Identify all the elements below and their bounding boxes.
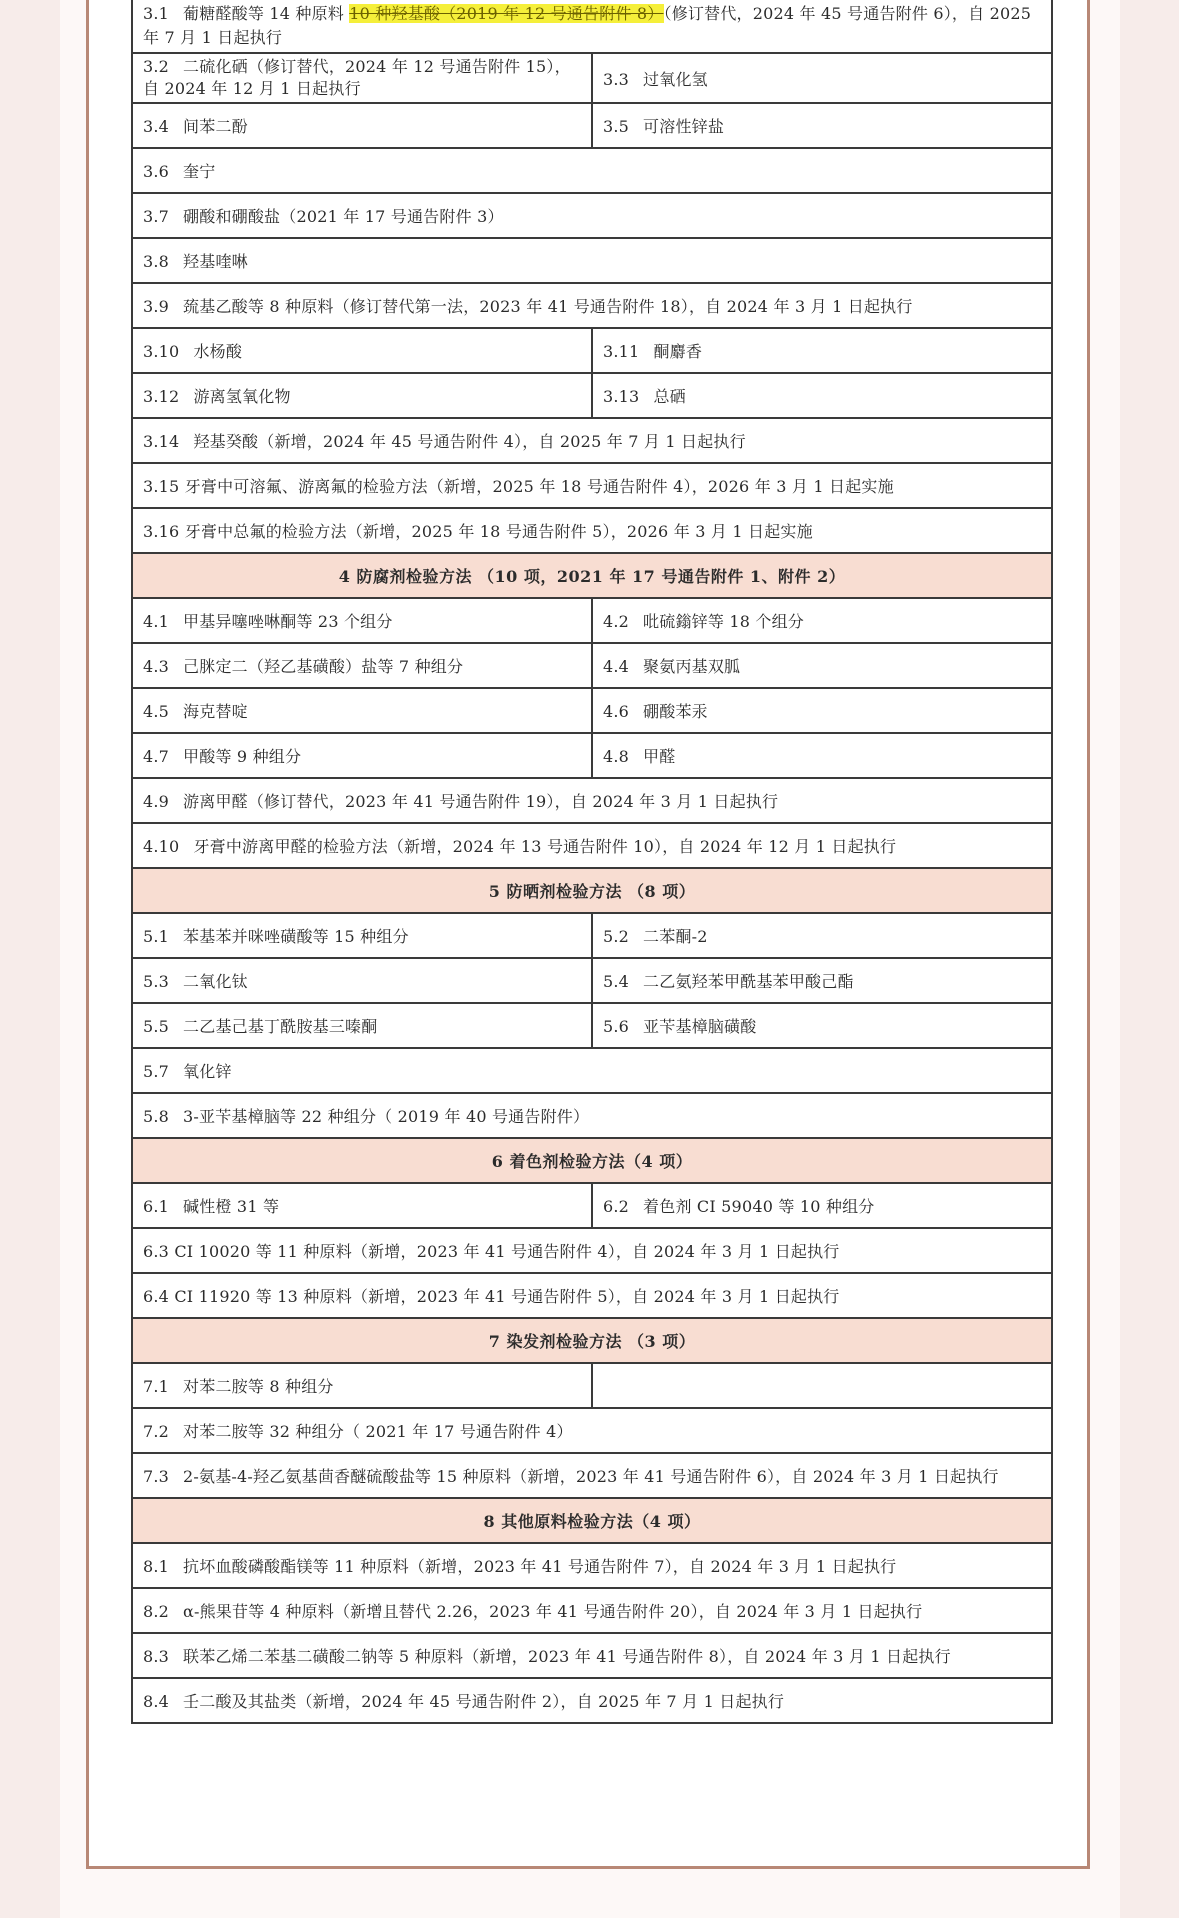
- item-number: 5.2: [603, 927, 630, 946]
- table-cell: [132, 1588, 1052, 1633]
- table-cell: [132, 103, 592, 148]
- item-number: 6.1: [143, 1197, 170, 1216]
- item-text: 对苯二胺等 32 种组分（ 2021 年 17 号通告附件 4）: [183, 1422, 573, 1441]
- table-cell: [132, 823, 1052, 868]
- item-text: 水杨酸: [193, 342, 243, 361]
- item-number: 5.6: [603, 1017, 630, 1036]
- inspection-methods-table: [131, 0, 1053, 1724]
- item-text: 着色剂 CI 59040 等 10 种组分: [643, 1197, 875, 1216]
- table-cell: [132, 1453, 1052, 1498]
- item-number: 4.6: [603, 702, 630, 721]
- section-header-row: [132, 553, 1052, 598]
- item-text: 巯基乙酸等 8 种原料（修订替代第一法，2023 年 41 号通告附件 18），自 2024 年 3 月 1 日起执行: [183, 297, 913, 316]
- table-cell: 3.15 牙膏中可溶氟、游离氟的检验方法（新增，2025 年 18 号通告附件 4），2026 年 3 月 1 日起实施: [132, 463, 1052, 508]
- table-cell: [132, 1633, 1052, 1678]
- table-row: [132, 418, 1052, 463]
- table-row: [132, 1363, 1052, 1408]
- section-heading: 4 防腐剂检验方法 （10 项，2021 年 17 号通告附件 1、附件 2）: [132, 553, 1052, 598]
- table-row: [132, 1633, 1052, 1678]
- table-row: [132, 1183, 1052, 1228]
- item-number: 5.3: [143, 972, 170, 991]
- table-row: [132, 733, 1052, 778]
- item-number: 3.6: [143, 162, 170, 181]
- item-number: 7.1: [143, 1377, 170, 1396]
- table-cell: [132, 1408, 1052, 1453]
- section-heading: 6 着色剂检验方法（4 项）: [132, 1138, 1052, 1183]
- item-text: 游离氢氧化物: [193, 387, 291, 406]
- section-header-row: [132, 868, 1052, 913]
- empty-cell: [592, 1363, 1052, 1408]
- table-cell: [132, 688, 592, 733]
- item-text: 苯基苯并咪唑磺酸等 15 种组分: [183, 927, 409, 946]
- item-text: 2-氨基-4-羟乙氨基茴香醚硫酸盐等 15 种原料（新增，2023 年 41 号通告附件 6），自 2024 年 3 月 1 日起执行: [183, 1467, 999, 1486]
- table-row: [132, 508, 1052, 553]
- item-number: 3.7: [143, 207, 170, 226]
- section-header-row: [132, 1318, 1052, 1363]
- item-text: 酮麝香: [653, 342, 703, 361]
- table-cell: [132, 733, 592, 778]
- item-number: 4.5: [143, 702, 170, 721]
- item-text: 壬二酸及其盐类（新增，2024 年 45 号通告附件 2），自 2025 年 7 月 1 日起执行: [183, 1692, 785, 1711]
- table-row: [132, 1543, 1052, 1588]
- table-cell: [132, 283, 1052, 328]
- item-text: 过氧化氢: [643, 69, 708, 89]
- page-margin-right: [1119, 0, 1179, 1918]
- item-text: 联苯乙烯二苯基二磺酸二钠等 5 种原料（新增，2023 年 41 号通告附件 8），自 2024 年 3 月 1 日起执行: [183, 1647, 951, 1666]
- item-text: 二氧化钛: [183, 972, 248, 991]
- item-text: 对苯二胺等 8 种组分: [183, 1377, 334, 1396]
- item-text: 奎宁: [183, 162, 216, 181]
- table-cell: [132, 643, 592, 688]
- table-cell: [132, 418, 1052, 463]
- table-cell: [132, 1363, 592, 1408]
- item-text: 硼酸和硼酸盐（2021 年 17 号通告附件 3）: [183, 207, 504, 226]
- item-text: 葡糖醛酸等 14 种原料: [183, 4, 350, 23]
- table-cell: [592, 913, 1052, 958]
- item-number: 3.11: [603, 342, 640, 361]
- item-text: 游离甲醛（修订替代，2023 年 41 号通告附件 19），自 2024 年 3 月 1 日起执行: [183, 792, 779, 811]
- table-cell: 3.16 牙膏中总氟的检验方法（新增，2025 年 18 号通告附件 5），2026 年 3 月 1 日起实施: [132, 508, 1052, 553]
- item-text: 牙膏中游离甲醛的检验方法（新增，2024 年 13 号通告附件 10），自 2024 年 12 月 1 日起执行: [193, 837, 897, 856]
- item-text: 亚苄基樟脑磺酸: [643, 1017, 757, 1036]
- table-row: [132, 1003, 1052, 1048]
- item-number: 3.2: [143, 57, 170, 76]
- item-text: 羟基癸酸（新增，2024 年 45 号通告附件 4），自 2025 年 7 月 1 日起执行: [193, 432, 746, 451]
- table-cell: [592, 1003, 1052, 1048]
- table-row: [132, 238, 1052, 283]
- item-text: 间苯二酚: [183, 117, 248, 136]
- item-text: 己脒定二（羟乙基磺酸）盐等 7 种组分: [183, 657, 464, 676]
- table-row: [132, 1273, 1052, 1318]
- item-number: 4.1: [143, 612, 170, 631]
- table-row: [132, 283, 1052, 328]
- table-row: [132, 373, 1052, 418]
- struck-highlighted-text: 10 种羟基酸（2019 年 12 号通告附件 8）: [349, 4, 664, 23]
- table-cell: 6.3 CI 10020 等 11 种原料（新增，2023 年 41 号通告附件 4），自 2024 年 3 月 1 日起执行: [132, 1228, 1052, 1273]
- table-row: [132, 53, 1052, 103]
- table-cell: [592, 598, 1052, 643]
- table-cell: [592, 103, 1052, 148]
- item-number: 8.1: [143, 1557, 170, 1576]
- item-text: 抗坏血酸磷酸酯镁等 11 种原料（新增，2023 年 41 号通告附件 7），自 2024 年 3 月 1 日起执行: [183, 1557, 897, 1576]
- table-row: [132, 1408, 1052, 1453]
- item-number: 4.8: [603, 747, 630, 766]
- section-header-row: [132, 1498, 1052, 1543]
- table-row: [132, 1048, 1052, 1093]
- item-number: 3.1: [143, 4, 170, 23]
- item-number: 3.3: [603, 69, 630, 89]
- item-number: 4.7: [143, 747, 170, 766]
- item-number: 3.13: [603, 387, 640, 406]
- section-heading: 7 染发剂检验方法 （3 项）: [132, 1318, 1052, 1363]
- table-cell: [132, 328, 592, 373]
- table-row: [132, 778, 1052, 823]
- table-cell: [132, 53, 592, 103]
- item-text: 海克替啶: [183, 702, 248, 721]
- item-number: 5.5: [143, 1017, 170, 1036]
- item-text: 二苯酮-2: [643, 927, 708, 946]
- table-cell: [592, 688, 1052, 733]
- item-text: 3-亚苄基樟脑等 22 种组分（ 2019 年 40 号通告附件）: [183, 1107, 590, 1126]
- table-cell: [592, 53, 1052, 103]
- table-row: [132, 328, 1052, 373]
- table-cell: [132, 1543, 1052, 1588]
- table-cell: [132, 598, 592, 643]
- table-row: [132, 598, 1052, 643]
- table-row: [132, 643, 1052, 688]
- item-number: 4.2: [603, 612, 630, 631]
- table-cell: [592, 328, 1052, 373]
- item-text: 聚氨丙基双胍: [643, 657, 741, 676]
- table-cell: [132, 193, 1052, 238]
- item-number: 3.10: [143, 342, 180, 361]
- item-text: 总硒: [653, 387, 686, 406]
- table-row: [132, 823, 1052, 868]
- section-heading: 5 防晒剂检验方法 （8 项）: [132, 868, 1052, 913]
- item-text: 二乙氨羟苯甲酰基苯甲酸己酯: [643, 972, 854, 991]
- table-row: [132, 0, 1052, 53]
- table-row: [132, 193, 1052, 238]
- item-text: （修订替代，2024 年 45 号通告附件 6），自 2025 年 7 月 1 日起执行: [143, 4, 1032, 47]
- item-text: 碱性橙 31 等: [183, 1197, 280, 1216]
- item-number: 4.10: [143, 837, 180, 856]
- item-number: 8.3: [143, 1647, 170, 1666]
- item-text: 二硫化硒（修订替代，2024 年 12 号通告附件 15），自 2024 年 12 月 1 日起执行: [143, 57, 571, 98]
- table-cell: [132, 1183, 592, 1228]
- item-text: 甲醛: [643, 747, 676, 766]
- section-heading: 8 其他原料检验方法（4 项）: [132, 1498, 1052, 1543]
- table-row: [132, 1678, 1052, 1723]
- item-text: α-熊果苷等 4 种原料（新增且替代 2.26，2023 年 41 号通告附件 20），自 2024 年 3 月 1 日起执行: [183, 1602, 923, 1621]
- item-text: 二乙基己基丁酰胺基三嗪酮: [183, 1017, 378, 1036]
- table-row: [132, 103, 1052, 148]
- item-number: 8.2: [143, 1602, 170, 1621]
- table-row: [132, 1228, 1052, 1273]
- item-number: 5.4: [603, 972, 630, 991]
- table-cell: [132, 0, 1052, 53]
- table-cell: [132, 238, 1052, 283]
- table-cell: [132, 1678, 1052, 1723]
- table-cell: [132, 778, 1052, 823]
- page-margin-left: [0, 0, 60, 1918]
- item-number: 6.2: [603, 1197, 630, 1216]
- table-row: [132, 913, 1052, 958]
- item-text: 氧化锌: [183, 1062, 232, 1081]
- item-number: 3.8: [143, 252, 170, 271]
- item-number: 3.12: [143, 387, 180, 406]
- item-number: 3.4: [143, 117, 170, 136]
- item-number: 3.5: [603, 117, 630, 136]
- item-number: 4.9: [143, 792, 170, 811]
- table-cell: [132, 913, 592, 958]
- table-row: [132, 463, 1052, 508]
- item-text: 羟基喹啉: [183, 252, 248, 271]
- table-cell: [132, 373, 592, 418]
- table-cell: [132, 1003, 592, 1048]
- table-row: [132, 1453, 1052, 1498]
- table-row: [132, 958, 1052, 1003]
- table-cell: [592, 1183, 1052, 1228]
- table-row: [132, 688, 1052, 733]
- table-cell: [132, 1093, 1052, 1138]
- table-row: [132, 1588, 1052, 1633]
- table-cell: [592, 733, 1052, 778]
- item-number: 8.4: [143, 1692, 170, 1711]
- item-number: 7.2: [143, 1422, 170, 1441]
- item-number: 5.1: [143, 927, 170, 946]
- table-cell: [132, 1048, 1052, 1093]
- item-text: 硼酸苯汞: [643, 702, 708, 721]
- table-cell: [132, 148, 1052, 193]
- item-number: 4.3: [143, 657, 170, 676]
- item-number: 5.8: [143, 1107, 170, 1126]
- item-text: 甲酸等 9 种组分: [183, 747, 302, 766]
- table-cell: 6.4 CI 11920 等 13 种原料（新增，2023 年 41 号通告附件 5），自 2024 年 3 月 1 日起执行: [132, 1273, 1052, 1318]
- table-row: [132, 148, 1052, 193]
- item-number: 3.14: [143, 432, 180, 451]
- table-cell: [132, 958, 592, 1003]
- item-number: 5.7: [143, 1062, 170, 1081]
- table-cell: [592, 643, 1052, 688]
- item-text: 可溶性锌盐: [643, 117, 725, 136]
- table-cell: [592, 373, 1052, 418]
- item-number: 4.4: [603, 657, 630, 676]
- table-cell: [592, 958, 1052, 1003]
- section-header-row: [132, 1138, 1052, 1183]
- item-number: 7.3: [143, 1467, 170, 1486]
- item-number: 3.9: [143, 297, 170, 316]
- table-row: [132, 1093, 1052, 1138]
- item-text: 吡硫鎓锌等 18 个组分: [643, 612, 804, 631]
- item-text: 甲基异噻唑啉酮等 23 个组分: [183, 612, 393, 631]
